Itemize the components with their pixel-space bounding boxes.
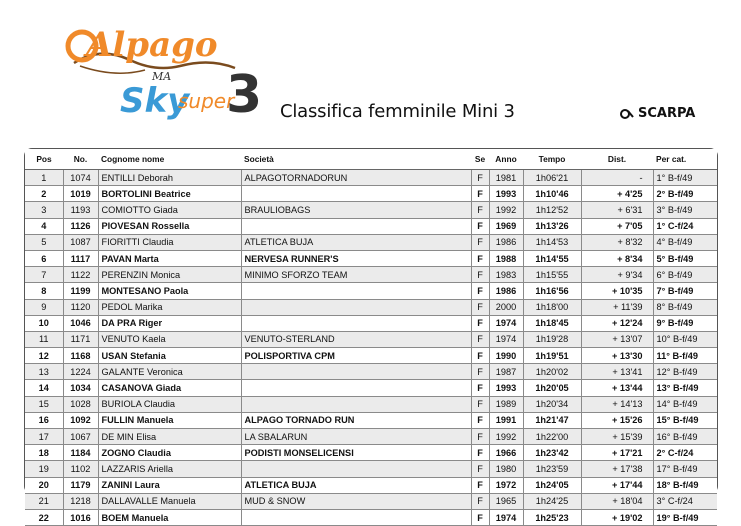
sex-cell: F (471, 170, 489, 186)
category-cell: 7° B-f/49 (653, 283, 717, 299)
gap-cell: + 8'32 (581, 234, 653, 250)
category-cell: 1° B-f/49 (653, 170, 717, 186)
name-cell: BORTOLINI Beatrice (98, 186, 241, 202)
sex-cell: F (471, 186, 489, 202)
time-cell: 1h20'34 (523, 396, 581, 412)
time-cell: 1h14'53 (523, 234, 581, 250)
sex-cell: F (471, 380, 489, 396)
bib-cell: 1120 (63, 299, 98, 315)
gap-cell: + 17'38 (581, 461, 653, 477)
category-cell: 19° B-f/49 (653, 509, 717, 525)
category-cell: 9° B-f/49 (653, 315, 717, 331)
bib-cell: 1092 (63, 412, 98, 428)
pos-cell: 4 (25, 218, 63, 234)
sex-cell: F (471, 396, 489, 412)
name-cell: USAN Stefania (98, 348, 241, 364)
col-pos-header: Pos (25, 149, 63, 170)
sex-cell: F (471, 331, 489, 347)
logo-alpago: Alpago (86, 25, 218, 65)
logo-mark: MA (152, 70, 172, 83)
time-cell: 1h19'28 (523, 331, 581, 347)
sex-cell: F (471, 315, 489, 331)
club-cell (241, 380, 471, 396)
year-cell: 1974 (489, 331, 523, 347)
time-cell: 1h20'02 (523, 364, 581, 380)
time-cell: 1h23'59 (523, 461, 581, 477)
pos-cell: 12 (25, 348, 63, 364)
table-header-row (25, 149, 717, 170)
gap-cell: + 10'35 (581, 283, 653, 299)
pos-cell: 17 (25, 429, 63, 445)
club-cell (241, 461, 471, 477)
sex-cell: F (471, 348, 489, 364)
year-cell: 1969 (489, 218, 523, 234)
bib-cell: 1224 (63, 364, 98, 380)
club-cell (241, 218, 471, 234)
year-cell: 1987 (489, 364, 523, 380)
pos-cell: 14 (25, 380, 63, 396)
bib-cell: 1087 (63, 234, 98, 250)
pos-cell: 11 (25, 331, 63, 347)
name-cell: PIOVESAN Rossella (98, 218, 241, 234)
sex-cell: F (471, 493, 489, 509)
pos-cell: 5 (25, 234, 63, 250)
sex-cell: F (471, 299, 489, 315)
bib-cell: 1028 (63, 396, 98, 412)
pos-cell: 22 (25, 509, 63, 525)
name-cell: DALLAVALLE Manuela (98, 493, 241, 509)
bib-cell: 1046 (63, 315, 98, 331)
gap-cell: + 13'44 (581, 380, 653, 396)
table-row (25, 429, 717, 445)
name-cell: GALANTE Veronica (98, 364, 241, 380)
club-cell (241, 315, 471, 331)
year-cell: 1989 (489, 396, 523, 412)
bib-cell: 1184 (63, 445, 98, 461)
name-cell: VENUTO Kaela (98, 331, 241, 347)
table-row (25, 299, 717, 315)
gap-cell: + 13'07 (581, 331, 653, 347)
logo-sky: Sky (120, 81, 190, 121)
table-row (25, 315, 717, 331)
pos-cell: 15 (25, 396, 63, 412)
results-table (25, 149, 717, 526)
bib-cell: 1102 (63, 461, 98, 477)
bib-cell: 1016 (63, 509, 98, 525)
category-cell: 14° B-f/49 (653, 396, 717, 412)
sex-cell: F (471, 461, 489, 477)
category-cell: 16° B-f/49 (653, 429, 717, 445)
time-cell: 1h24'25 (523, 493, 581, 509)
year-cell: 1986 (489, 283, 523, 299)
gap-cell: + 17'44 (581, 477, 653, 493)
gap-cell: + 19'02 (581, 509, 653, 525)
category-cell: 6° B-f/49 (653, 267, 717, 283)
pos-cell: 21 (25, 493, 63, 509)
time-cell: 1h24'05 (523, 477, 581, 493)
bib-cell: 1034 (63, 380, 98, 396)
bib-cell: 1074 (63, 170, 98, 186)
name-cell: PEDOL Marika (98, 299, 241, 315)
table-row (25, 509, 717, 525)
time-cell: 1h25'23 (523, 509, 581, 525)
sex-cell: F (471, 445, 489, 461)
year-cell: 1990 (489, 348, 523, 364)
sex-cell: F (471, 218, 489, 234)
table-row (25, 331, 717, 347)
year-cell: 1966 (489, 445, 523, 461)
name-cell: PAVAN Marta (98, 250, 241, 266)
pos-cell: 19 (25, 461, 63, 477)
club-cell: VENUTO-STERLAND (241, 331, 471, 347)
sex-cell: F (471, 429, 489, 445)
category-cell: 2° C-f/24 (653, 445, 717, 461)
table-row (25, 267, 717, 283)
year-cell: 1974 (489, 509, 523, 525)
year-cell: 1983 (489, 267, 523, 283)
gap-cell: + 14'13 (581, 396, 653, 412)
gap-cell: + 18'04 (581, 493, 653, 509)
year-cell: 1974 (489, 315, 523, 331)
table-row (25, 250, 717, 266)
gap-cell: + 15'26 (581, 412, 653, 428)
table-row (25, 461, 717, 477)
category-cell: 5° B-f/49 (653, 250, 717, 266)
col-category-header: Per cat. (653, 149, 717, 170)
pos-cell: 7 (25, 267, 63, 283)
sex-cell: F (471, 202, 489, 218)
sex-cell: F (471, 267, 489, 283)
year-cell: 1981 (489, 170, 523, 186)
col-gap-header: Dist. (581, 149, 653, 170)
pos-cell: 6 (25, 250, 63, 266)
pos-cell: 1 (25, 170, 63, 186)
time-cell: 1h10'46 (523, 186, 581, 202)
name-cell: ENTILLI Deborah (98, 170, 241, 186)
bib-cell: 1179 (63, 477, 98, 493)
pos-cell: 3 (25, 202, 63, 218)
time-cell: 1h06'21 (523, 170, 581, 186)
club-cell (241, 186, 471, 202)
name-cell: ZOGNO Claudia (98, 445, 241, 461)
time-cell: 1h14'55 (523, 250, 581, 266)
pos-cell: 2 (25, 186, 63, 202)
name-cell: ZANINI Laura (98, 477, 241, 493)
bib-cell: 1019 (63, 186, 98, 202)
table-row (25, 234, 717, 250)
year-cell: 2000 (489, 299, 523, 315)
category-cell: 17° B-f/49 (653, 461, 717, 477)
gap-cell: + 15'39 (581, 429, 653, 445)
time-cell: 1h22'00 (523, 429, 581, 445)
category-cell: 3° B-f/49 (653, 202, 717, 218)
pos-cell: 16 (25, 412, 63, 428)
time-cell: 1h12'52 (523, 202, 581, 218)
bib-cell: 1117 (63, 250, 98, 266)
category-cell: 4° B-f/49 (653, 234, 717, 250)
year-cell: 1992 (489, 429, 523, 445)
col-number-header: No. (63, 149, 98, 170)
sex-cell: F (471, 509, 489, 525)
sponsor-brand (620, 106, 695, 121)
logo-number: 3 (226, 65, 263, 125)
time-cell: 1h16'56 (523, 283, 581, 299)
time-cell: 1h13'26 (523, 218, 581, 234)
gap-cell: + 11'39 (581, 299, 653, 315)
table-row (25, 396, 717, 412)
gap-cell: + 4'25 (581, 186, 653, 202)
pos-cell: 8 (25, 283, 63, 299)
col-club-header: Società (241, 149, 471, 170)
logo-super: super (178, 89, 235, 113)
name-cell: BURIOLA Claudia (98, 396, 241, 412)
bib-cell: 1126 (63, 218, 98, 234)
club-cell (241, 299, 471, 315)
gap-cell: + 7'05 (581, 218, 653, 234)
table-row (25, 186, 717, 202)
name-cell: FULLIN Manuela (98, 412, 241, 428)
club-cell: BRAULIOBAGS (241, 202, 471, 218)
category-cell: 3° C-f/24 (653, 493, 717, 509)
club-cell: ALPAGOTORNADORUN (241, 170, 471, 186)
club-cell: ATLETICA BUJA (241, 234, 471, 250)
year-cell: 1965 (489, 493, 523, 509)
time-cell: 1h21'47 (523, 412, 581, 428)
name-cell: DE MIN Elisa (98, 429, 241, 445)
sex-cell: F (471, 283, 489, 299)
col-year-header: Anno (489, 149, 523, 170)
gap-cell: + 12'24 (581, 315, 653, 331)
year-cell: 1972 (489, 477, 523, 493)
club-cell: MINIMO SFORZO TEAM (241, 267, 471, 283)
club-cell: ALPAGO TORNADO RUN (241, 412, 471, 428)
name-cell: COMIOTTO Giada (98, 202, 241, 218)
gap-cell: + 9'34 (581, 267, 653, 283)
year-cell: 1980 (489, 461, 523, 477)
name-cell: FIORITTI Claudia (98, 234, 241, 250)
time-cell: 1h19'51 (523, 348, 581, 364)
name-cell: BOEM Manuela (98, 509, 241, 525)
col-time-header: Tempo (523, 149, 581, 170)
sponsor-name: SCARPA (638, 106, 696, 121)
club-cell (241, 396, 471, 412)
name-cell: DA PRA Riger (98, 315, 241, 331)
col-sex-header: Se (471, 149, 489, 170)
category-cell: 18° B-f/49 (653, 477, 717, 493)
year-cell: 1991 (489, 412, 523, 428)
pos-cell: 18 (25, 445, 63, 461)
category-cell: 13° B-f/49 (653, 380, 717, 396)
category-cell: 15° B-f/49 (653, 412, 717, 428)
bib-cell: 1168 (63, 348, 98, 364)
pos-cell: 13 (25, 364, 63, 380)
table-row (25, 412, 717, 428)
pos-cell: 10 (25, 315, 63, 331)
scarpa-logo-icon (620, 109, 634, 119)
table-row (25, 364, 717, 380)
gap-cell: + 13'30 (581, 348, 653, 364)
table-row (25, 170, 717, 186)
time-cell: 1h23'42 (523, 445, 581, 461)
category-cell: 11° B-f/49 (653, 348, 717, 364)
gap-cell: + 13'41 (581, 364, 653, 380)
table-row (25, 445, 717, 461)
bib-cell: 1199 (63, 283, 98, 299)
time-cell: 1h18'45 (523, 315, 581, 331)
club-cell: ATLETICA BUJA (241, 477, 471, 493)
year-cell: 1993 (489, 380, 523, 396)
table-row (25, 380, 717, 396)
table-row (25, 218, 717, 234)
bib-cell: 1067 (63, 429, 98, 445)
table-row (25, 493, 717, 509)
bib-cell: 1171 (63, 331, 98, 347)
sex-cell: F (471, 250, 489, 266)
club-cell (241, 364, 471, 380)
sex-cell: F (471, 364, 489, 380)
pos-cell: 9 (25, 299, 63, 315)
category-cell: 2° B-f/49 (653, 186, 717, 202)
sex-cell: F (471, 477, 489, 493)
year-cell: 1986 (489, 234, 523, 250)
club-cell: MUD & SNOW (241, 493, 471, 509)
table-row (25, 348, 717, 364)
year-cell: 1993 (489, 186, 523, 202)
club-cell: NERVESA RUNNER'S (241, 250, 471, 266)
pos-cell: 20 (25, 477, 63, 493)
category-cell: 1° C-f/24 (653, 218, 717, 234)
sex-cell: F (471, 234, 489, 250)
name-cell: PERENZIN Monica (98, 267, 241, 283)
club-cell: LA SBALARUN (241, 429, 471, 445)
bib-cell: 1193 (63, 202, 98, 218)
table-row (25, 202, 717, 218)
category-cell: 10° B-f/49 (653, 331, 717, 347)
name-cell: CASANOVA Giada (98, 380, 241, 396)
time-cell: 1h15'55 (523, 267, 581, 283)
club-cell (241, 283, 471, 299)
col-name-header: Cognome nome (98, 149, 241, 170)
gap-cell: + 6'31 (581, 202, 653, 218)
event-logo (60, 8, 270, 143)
club-cell: PODISTI MONSELICENSI (241, 445, 471, 461)
name-cell: MONTESANO Paola (98, 283, 241, 299)
club-cell (241, 509, 471, 525)
table-row (25, 477, 717, 493)
results-table-container (24, 148, 718, 523)
bib-cell: 1218 (63, 493, 98, 509)
time-cell: 1h20'05 (523, 380, 581, 396)
table-row (25, 283, 717, 299)
gap-cell: - (581, 170, 653, 186)
name-cell: LAZZARIS Ariella (98, 461, 241, 477)
bib-cell: 1122 (63, 267, 98, 283)
year-cell: 1988 (489, 250, 523, 266)
gap-cell: + 8'34 (581, 250, 653, 266)
sex-cell: F (471, 412, 489, 428)
time-cell: 1h18'00 (523, 299, 581, 315)
club-cell: POLISPORTIVA CPM (241, 348, 471, 364)
category-cell: 12° B-f/49 (653, 364, 717, 380)
year-cell: 1992 (489, 202, 523, 218)
category-cell: 8° B-f/49 (653, 299, 717, 315)
gap-cell: + 17'21 (581, 445, 653, 461)
page-title: Classifica femminile Mini 3 (280, 101, 515, 122)
